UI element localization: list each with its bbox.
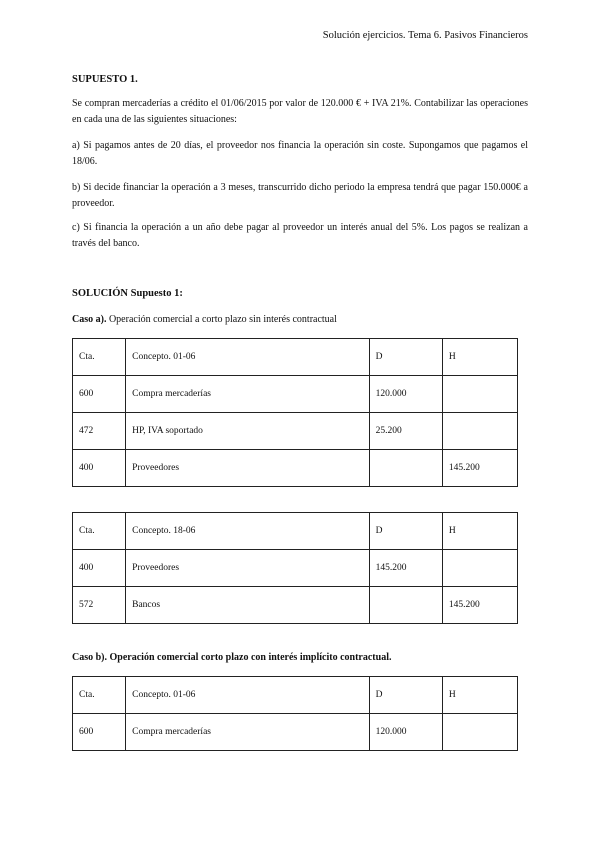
table-row xyxy=(73,714,518,751)
case-a-title xyxy=(72,314,337,325)
cell-concept: Proveedores xyxy=(126,550,370,587)
cell-debit xyxy=(369,450,442,487)
option-a: a) Si pagamos antes de 20 días, el proveedor nos financia la operación sin coste. Supongamos que pagamos el 18/06. xyxy=(72,140,528,167)
cell-account: 400 xyxy=(73,550,126,587)
cell-account: 472 xyxy=(73,413,126,450)
table-row xyxy=(73,450,518,487)
cell-concept: Bancos xyxy=(126,587,370,624)
table-row xyxy=(73,413,518,450)
cell-debit: 120.000 xyxy=(369,714,442,751)
case-a-label: Caso a). xyxy=(72,314,107,325)
header-cell: H xyxy=(442,339,517,376)
table-row xyxy=(73,376,518,413)
cell-debit: 145.200 xyxy=(369,550,442,587)
cell-account: 400 xyxy=(73,450,126,487)
table-header-row xyxy=(73,677,518,714)
supuesto-title: SUPUESTO 1. xyxy=(72,74,138,85)
header-cell: Cta. xyxy=(73,339,126,376)
cell-debit: 25.200 xyxy=(369,413,442,450)
header-cell: Concepto. 01-06 xyxy=(126,677,370,714)
cell-concept: Compra mercaderías xyxy=(126,714,370,751)
solution-title-bold: SOLUCIÓN xyxy=(72,288,129,299)
solution-title xyxy=(72,288,183,299)
header-cell: Cta. xyxy=(73,677,126,714)
header-cell: Cta. xyxy=(73,513,126,550)
table-header-row xyxy=(73,513,518,550)
cell-credit xyxy=(442,376,517,413)
cell-credit xyxy=(442,413,517,450)
case-b-title xyxy=(72,652,391,663)
cell-credit: 145.200 xyxy=(442,587,517,624)
cell-account: 600 xyxy=(73,376,126,413)
header-cell: H xyxy=(442,513,517,550)
case-b-label: Caso b). Operación comercial corto plazo con interés implícito contractual. xyxy=(72,652,392,663)
table-row xyxy=(73,550,518,587)
cell-credit xyxy=(442,714,517,751)
cell-account: 600 xyxy=(73,714,126,751)
header-cell: D xyxy=(369,677,442,714)
solution-title-rest: Supuesto 1: xyxy=(128,288,183,299)
cell-concept: Compra mercaderías xyxy=(126,376,370,413)
cell-concept: HP, IVA soportado xyxy=(126,413,370,450)
ledger-table-2 xyxy=(72,512,518,624)
cell-credit xyxy=(442,550,517,587)
cell-credit: 145.200 xyxy=(442,450,517,487)
table-header-row xyxy=(73,339,518,376)
supuesto-intro: Se compran mercaderías a crédito el 01/06/2015 por valor de 120.000 € + IVA 21%. Contabilizar las operaciones en cada una de las siguientes situaciones: xyxy=(72,98,528,125)
header-cell: Concepto. 18-06 xyxy=(126,513,370,550)
cell-debit: 120.000 xyxy=(369,376,442,413)
cell-debit xyxy=(369,587,442,624)
cell-account: 572 xyxy=(73,587,126,624)
header-cell: Concepto. 01-06 xyxy=(126,339,370,376)
header-cell: D xyxy=(369,513,442,550)
cell-concept: Proveedores xyxy=(126,450,370,487)
header-cell: D xyxy=(369,339,442,376)
table-row xyxy=(73,587,518,624)
header-cell: H xyxy=(442,677,517,714)
option-b: b) Si decide financiar la operación a 3 meses, transcurrido dicho periodo la empresa tendrá que pagar 150.000€ a proveedor. xyxy=(72,182,528,209)
option-c: c) Si financia la operación a un año debe pagar al proveedor un interés anual del 5%. Los pagos se realizan a través del banco. xyxy=(72,222,528,249)
ledger-table-3 xyxy=(72,676,518,751)
case-a-description: Operación comercial a corto plazo sin interés contractual xyxy=(106,314,337,325)
ledger-table-1 xyxy=(72,338,518,487)
running-header: Solución ejercicios. Tema 6. Pasivos Financieros xyxy=(322,30,528,41)
